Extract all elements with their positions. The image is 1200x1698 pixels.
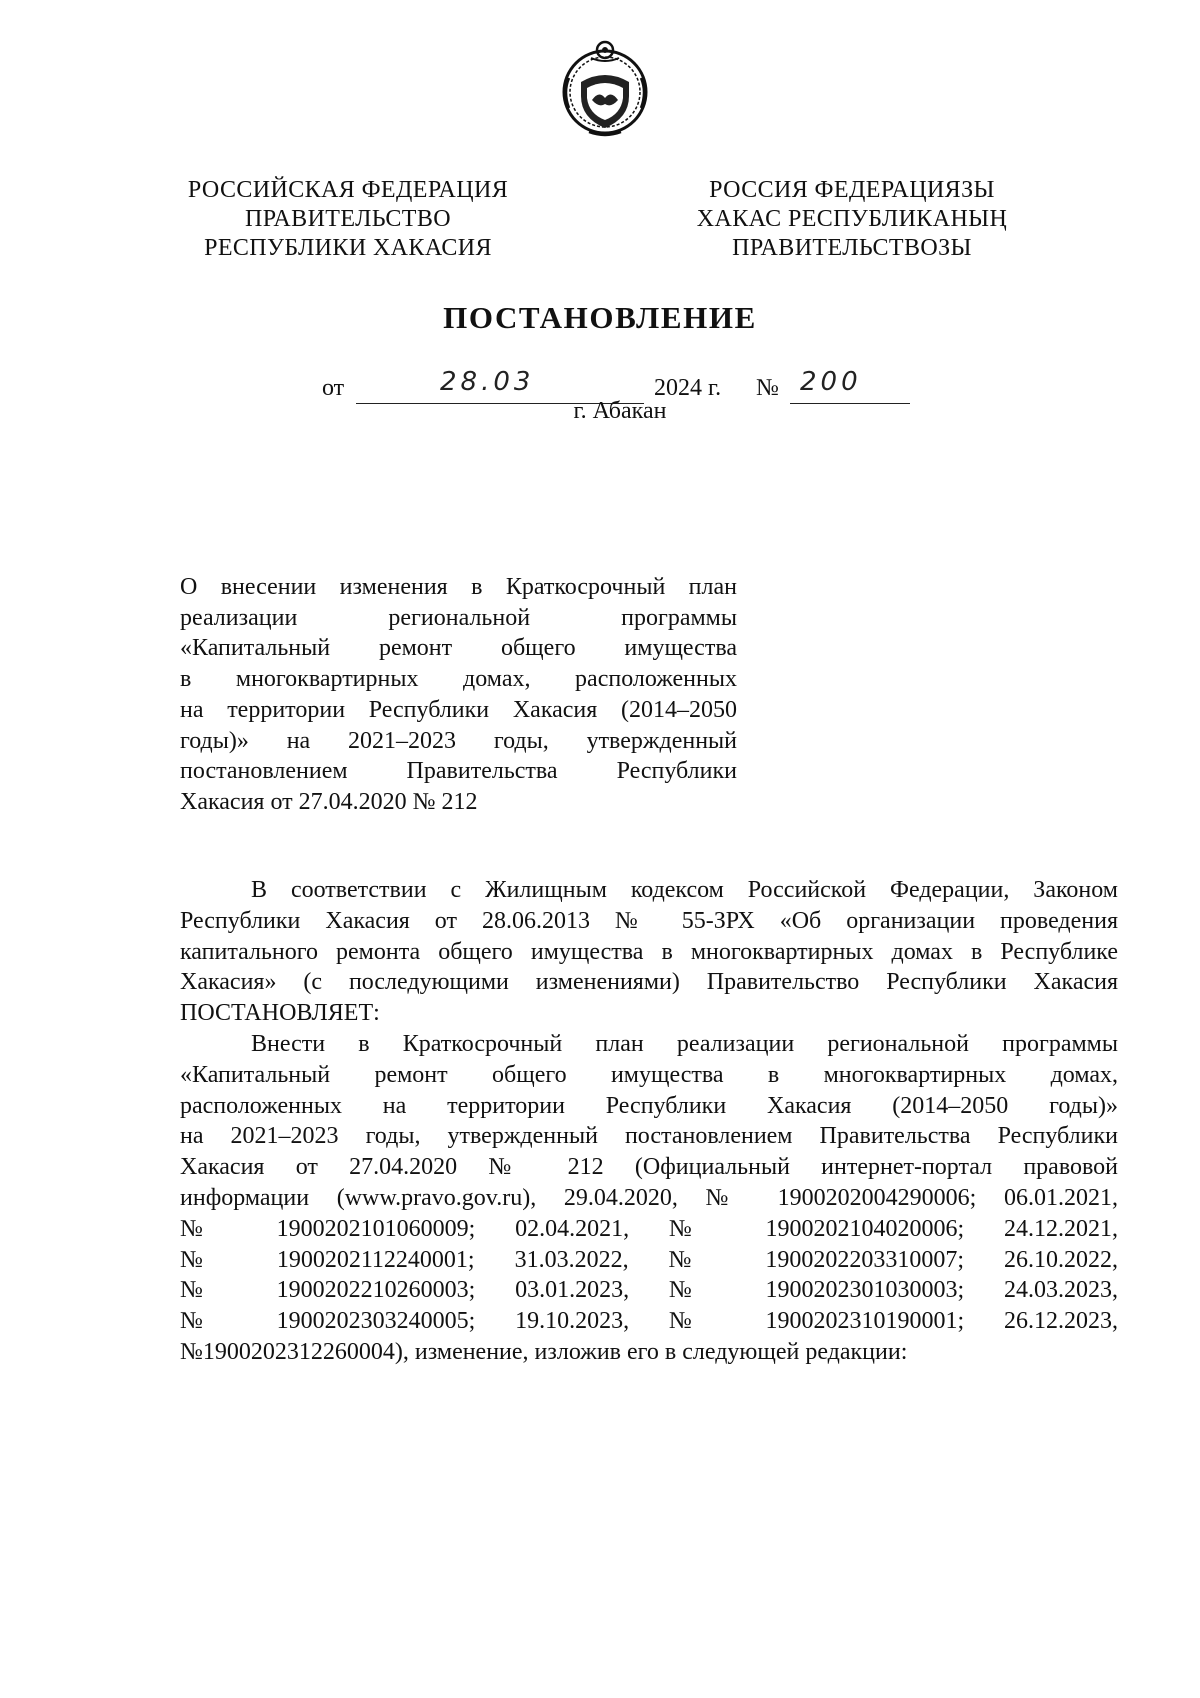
- body-line: Хакасия от 27.04.2020 № 212 (Официальный интернет-портал правовой: [180, 1154, 1118, 1181]
- body-line: № 1900202303240005; 19.10.2023, № 1900202310190001; 26.12.2023,: [180, 1308, 1118, 1335]
- subject-line: годы)» на 2021–2023 годы, утвержденный: [180, 727, 737, 754]
- republic-of-khakassia-coat-of-arms-icon: [559, 38, 651, 142]
- body-line: Внести в Краткосрочный план реализации региональной программы: [251, 1030, 1118, 1057]
- header-right-line: РОССИЯ ФЕДЕРАЦИЯЗЫ: [709, 177, 995, 203]
- header-left: [168, 176, 528, 263]
- document-subject: [180, 572, 737, 818]
- body-line: № 1900202101060009; 02.04.2021, № 1900202104020006; 24.12.2021,: [180, 1215, 1118, 1242]
- document-body: [180, 875, 1118, 1368]
- body-line: В соответствии с Жилищным кодексом Российской Федерации, Законом: [251, 877, 1118, 903]
- number-underline: [790, 403, 910, 404]
- document-title: ПОСТАНОВЛЕНИЕ: [443, 300, 757, 335]
- header-right-line: ХАКАС РЕСПУБЛИКАНЫҢ: [696, 206, 1008, 232]
- header-right: [672, 176, 1032, 263]
- body-line: расположенных на территории Республики Хакасия (2014–2050 годы)»: [180, 1092, 1118, 1119]
- handwritten-date: 28.03: [440, 367, 535, 397]
- city-name: г. Абакан: [573, 398, 667, 424]
- subject-line: Хакасия от 27.04.2020 № 212: [180, 788, 478, 815]
- subject-line: постановлением Правительства Республики: [180, 758, 737, 785]
- header-right-line: ПРАВИТЕЛЬСТВОЗЫ: [732, 235, 972, 261]
- header-left-line: ПРАВИТЕЛЬСТВО: [245, 206, 451, 232]
- body-line: ПОСТАНОВЛЯЕТ:: [180, 1000, 380, 1027]
- body-line: на 2021–2023 годы, утвержденный постановлением Правительства Республики: [180, 1123, 1118, 1150]
- body-line: №1900202312260004), изменение, изложив его в следующей редакции:: [180, 1338, 908, 1365]
- body-line: № 1900202112240001; 31.03.2022, № 1900202203310007; 26.10.2022,: [180, 1246, 1118, 1273]
- number-label: №: [756, 375, 779, 401]
- subject-line: О внесении изменения в Краткосрочный план: [180, 574, 737, 600]
- body-line: Хакасия» (с последующими изменениями) Правительство Республики Хакасия: [180, 969, 1118, 996]
- body-line: Республики Хакасия от 28.06.2013 № 55-ЗРХ «Об организации проведения: [180, 907, 1118, 934]
- subject-line: «Капитальный ремонт общего имущества: [180, 635, 737, 662]
- handwritten-number: 200: [800, 367, 862, 397]
- date-prefix: от: [322, 375, 345, 401]
- header-left-line: РЕСПУБЛИКИ ХАКАСИЯ: [204, 235, 492, 261]
- body-line: № 1900202210260003; 03.01.2023, № 1900202301030003; 24.03.2023,: [180, 1277, 1118, 1304]
- subject-line: в многоквартирных домах, расположенных: [180, 666, 737, 693]
- body-line: капитального ремонта общего имущества в многоквартирных домах в Республике: [180, 938, 1118, 965]
- body-line: информации (www.pravo.gov.ru), 29.04.2020, № 1900202004290006; 06.01.2021,: [180, 1184, 1118, 1211]
- body-line: «Капитальный ремонт общего имущества в многоквартирных домах,: [180, 1061, 1118, 1088]
- subject-line: на территории Республики Хакасия (2014–2050: [180, 696, 737, 723]
- header-left-line: РОССИЙСКАЯ ФЕДЕРАЦИЯ: [187, 177, 509, 203]
- document-year: 2024 г.: [654, 375, 722, 401]
- subject-line: реализации региональной программы: [180, 604, 737, 631]
